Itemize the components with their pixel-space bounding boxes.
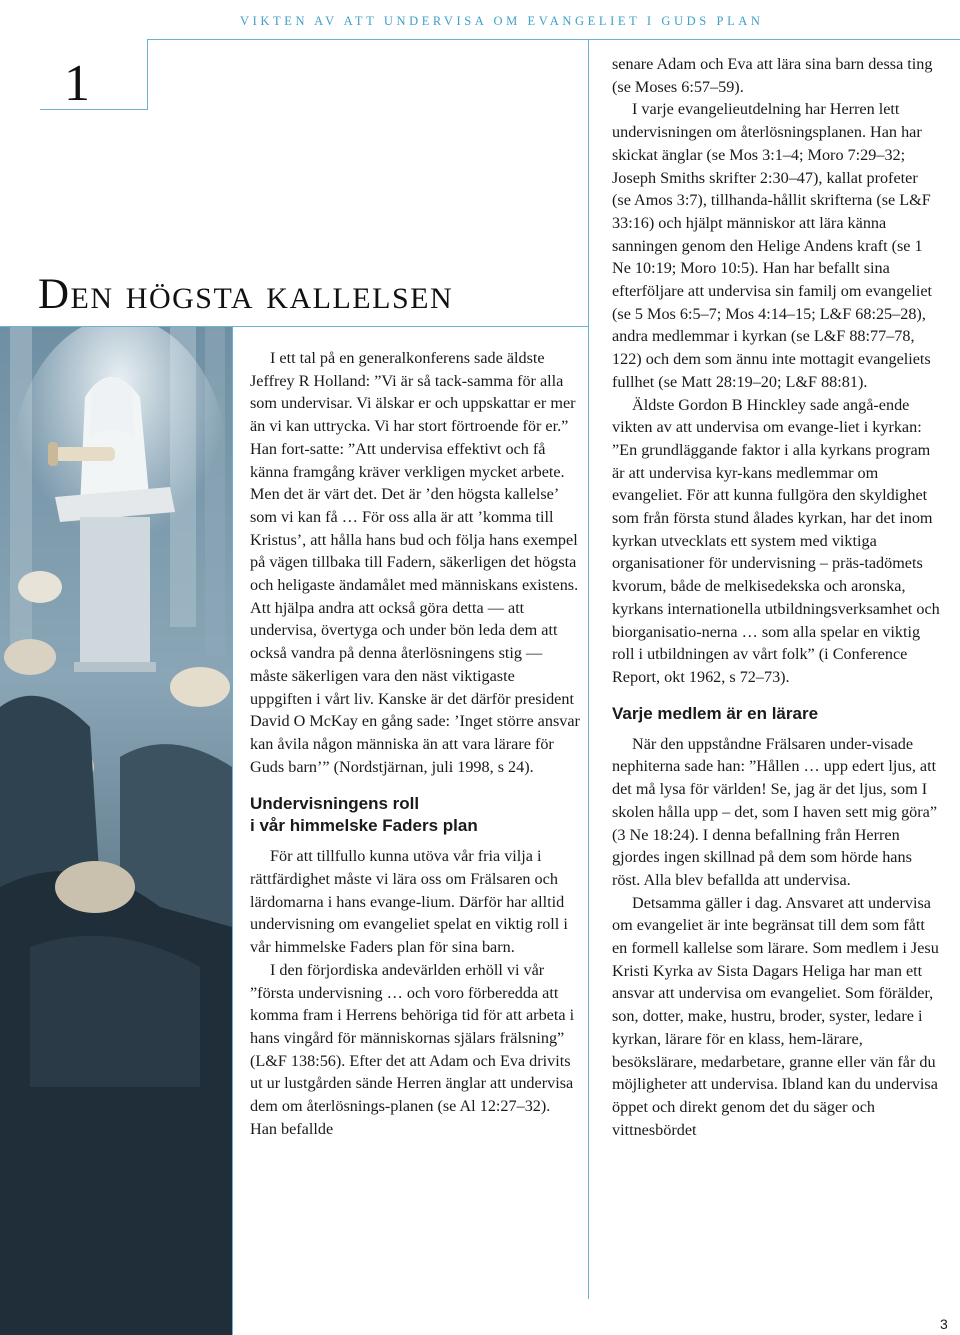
chapter-title: Den högsta kallelsen bbox=[38, 271, 454, 318]
column-divider-left bbox=[232, 326, 233, 1335]
column-divider-right bbox=[588, 39, 589, 1299]
intro-paragraph: I ett tal på en generalkonferens sade äldste Jeffrey R Holland: ”Vi är så tack-samma för alla som undervisar. Vi älskar er och uppskattar er mer än vi kan uttrycka. Vi har stort förtroende för er.” Han fort-satte: ”Att undervisa effektivt och få känna framgång kräver verkligen mycket arbete. Men det är värt det. Det är ’den högsta kallelse’ som vi kan få … För oss alla är att ’komma till Kristus’, att hålla hans bud och följa hans exempel på vägen tillbaka till Fadern, säkerligen det högsta och heligaste ändamålet med människans existens. Att hjälpa andra att också göra detta — att undervisa, övertyga och under bön leda dem att också vandra på denna återlösningens stig — måste säkerligen vara den näst viktigaste uppgiften i vårt liv. Kanske är det därför president David O McKay en gång sade: ’Inget större ansvar kan åvila någon människa än att vara lärare för Guds barn’” (Nordstjärnan, juli 1998, s 24). bbox=[250, 349, 580, 776]
body-paragraph: I varje evangelieutdelning har Herren lett undervisningen om återlösningsplanen. Han har skickat änglar (se Mos 3:1–4; Moro 7:29–32; Joseph Smiths skrifter 2:30–47), kallat profeter (se Amos 3:7), tillhanda-hållit skrifterna (se L&F 33:16) och hjälpt människor att lära känna sanningen genom den Helige Andens kraft (se 1 Ne 10:19; Moro 10:5). Han har befallt sina efterföljare att undervisa sin familj om evangeliet (se 5 Mos 6:5–7; Mos 4:14–15; L&F 68:25–28), andra medlemmar i kyrkan (se L&F 88:77–78, 122) och dem som ännu inte mottagit evangeliets fullhet (se Matt 28:19–20; L&F 88:81). bbox=[612, 100, 933, 391]
heading-line-2: i vår himmelske Faders plan bbox=[250, 816, 478, 836]
chapter-number: 1 bbox=[64, 55, 90, 112]
running-header: VIKTEN AV ATT UNDERVISA OM EVANGELIET I GUDS PLAN bbox=[240, 14, 764, 28]
painting-image bbox=[0, 327, 232, 1335]
top-rule bbox=[147, 39, 960, 40]
body-paragraph: Äldste Gordon B Hinckley sade angå-ende vikten av att undervisa om evange-liet i kyrkan: ”En grundläggande faktor i alla kyrkans program är att undervisa kyr-kans medlemmar om evangeliet. För att kunna fullgöra den skyldighet som från första stund ålades kyrkan, har det inom kyrkan utvecklats ett system med viktiga organisationer för undervisning – präs-tadömets kvorum, både de melkisedekska och aronska, kyrkans internationella utbildningsverksamhet och biorganisatio-nerna … som alla spelar en viktig roll i utbildningen av vårt folk” (i Conference Report, okt 1962, s 72–73). bbox=[612, 395, 940, 686]
chapter-number-box bbox=[40, 39, 148, 110]
illustration-jesus-teaching bbox=[0, 327, 232, 1335]
column-middle bbox=[250, 347, 580, 1141]
body-paragraph: När den uppståndne Frälsaren under-visade nephiterna sade han: ”Hållen … upp edert ljus, att det må lysa för världen! Se, jag är det ljus, som I skolen hålla upp – det, som I haven sett mig göra” (3 Ne 18:24). I denna befallning från Herren gjordes ingen skillnad på dem som hörde hans röst. Alla blev befallda att undervisa. bbox=[612, 734, 938, 889]
body-paragraph: För att tillfullo kunna utöva vår fria vilja i rättfärdighet måste vi lära oss om Frälsaren och lärdomarna i hans evange-lium. Därför har alltid undervisning om evangeliet spelat en viktig roll i vår himmelske Faders plan för sina barn. bbox=[250, 847, 568, 957]
body-paragraph: senare Adam och Eva att lära sina barn dessa ting (se Moses 6:57–59). bbox=[612, 55, 933, 96]
body-paragraph: I den förjordiska andevärlden erhöll vi vår ”första undervisning … och voro förberedda att komma fram i Herrens behöriga tid för att arbeta i hans vingård för människornas själars frälsning” (L&F 138:56). Efter det att Adam och Eva drivits ut ur lustgården sände Herren änglar att undervisa dem om återlösnings-planen (se Al 12:27–32). Han befallde bbox=[250, 960, 575, 1138]
column-right bbox=[612, 53, 940, 1141]
heading-line-1: Undervisningens roll bbox=[250, 794, 420, 814]
page-number: 3 bbox=[940, 1316, 948, 1332]
section-heading-member: Varje medlem är en lärare bbox=[612, 703, 819, 723]
body-paragraph: Detsamma gäller i dag. Ansvaret att undervisa om evangeliet är inte begränsat till dem som fått en formell kallelse som lärare. Som medlem i Jesu Kristi Kyrka av Sista Dagars Heliga har man ett ansvar att undervisa om evangeliet. Som förälder, son, dotter, make, hustru, broder, syster, ledare i kyrkan, lärare för en klass, hem-lärare, besökslärare, medarbetare, granne eller vän får du möjligheter att undervisa. Ibland kan du undervisa öppet och direkt genom det du säger och vittnesbördet bbox=[612, 893, 939, 1139]
section-heading-role bbox=[250, 793, 580, 837]
